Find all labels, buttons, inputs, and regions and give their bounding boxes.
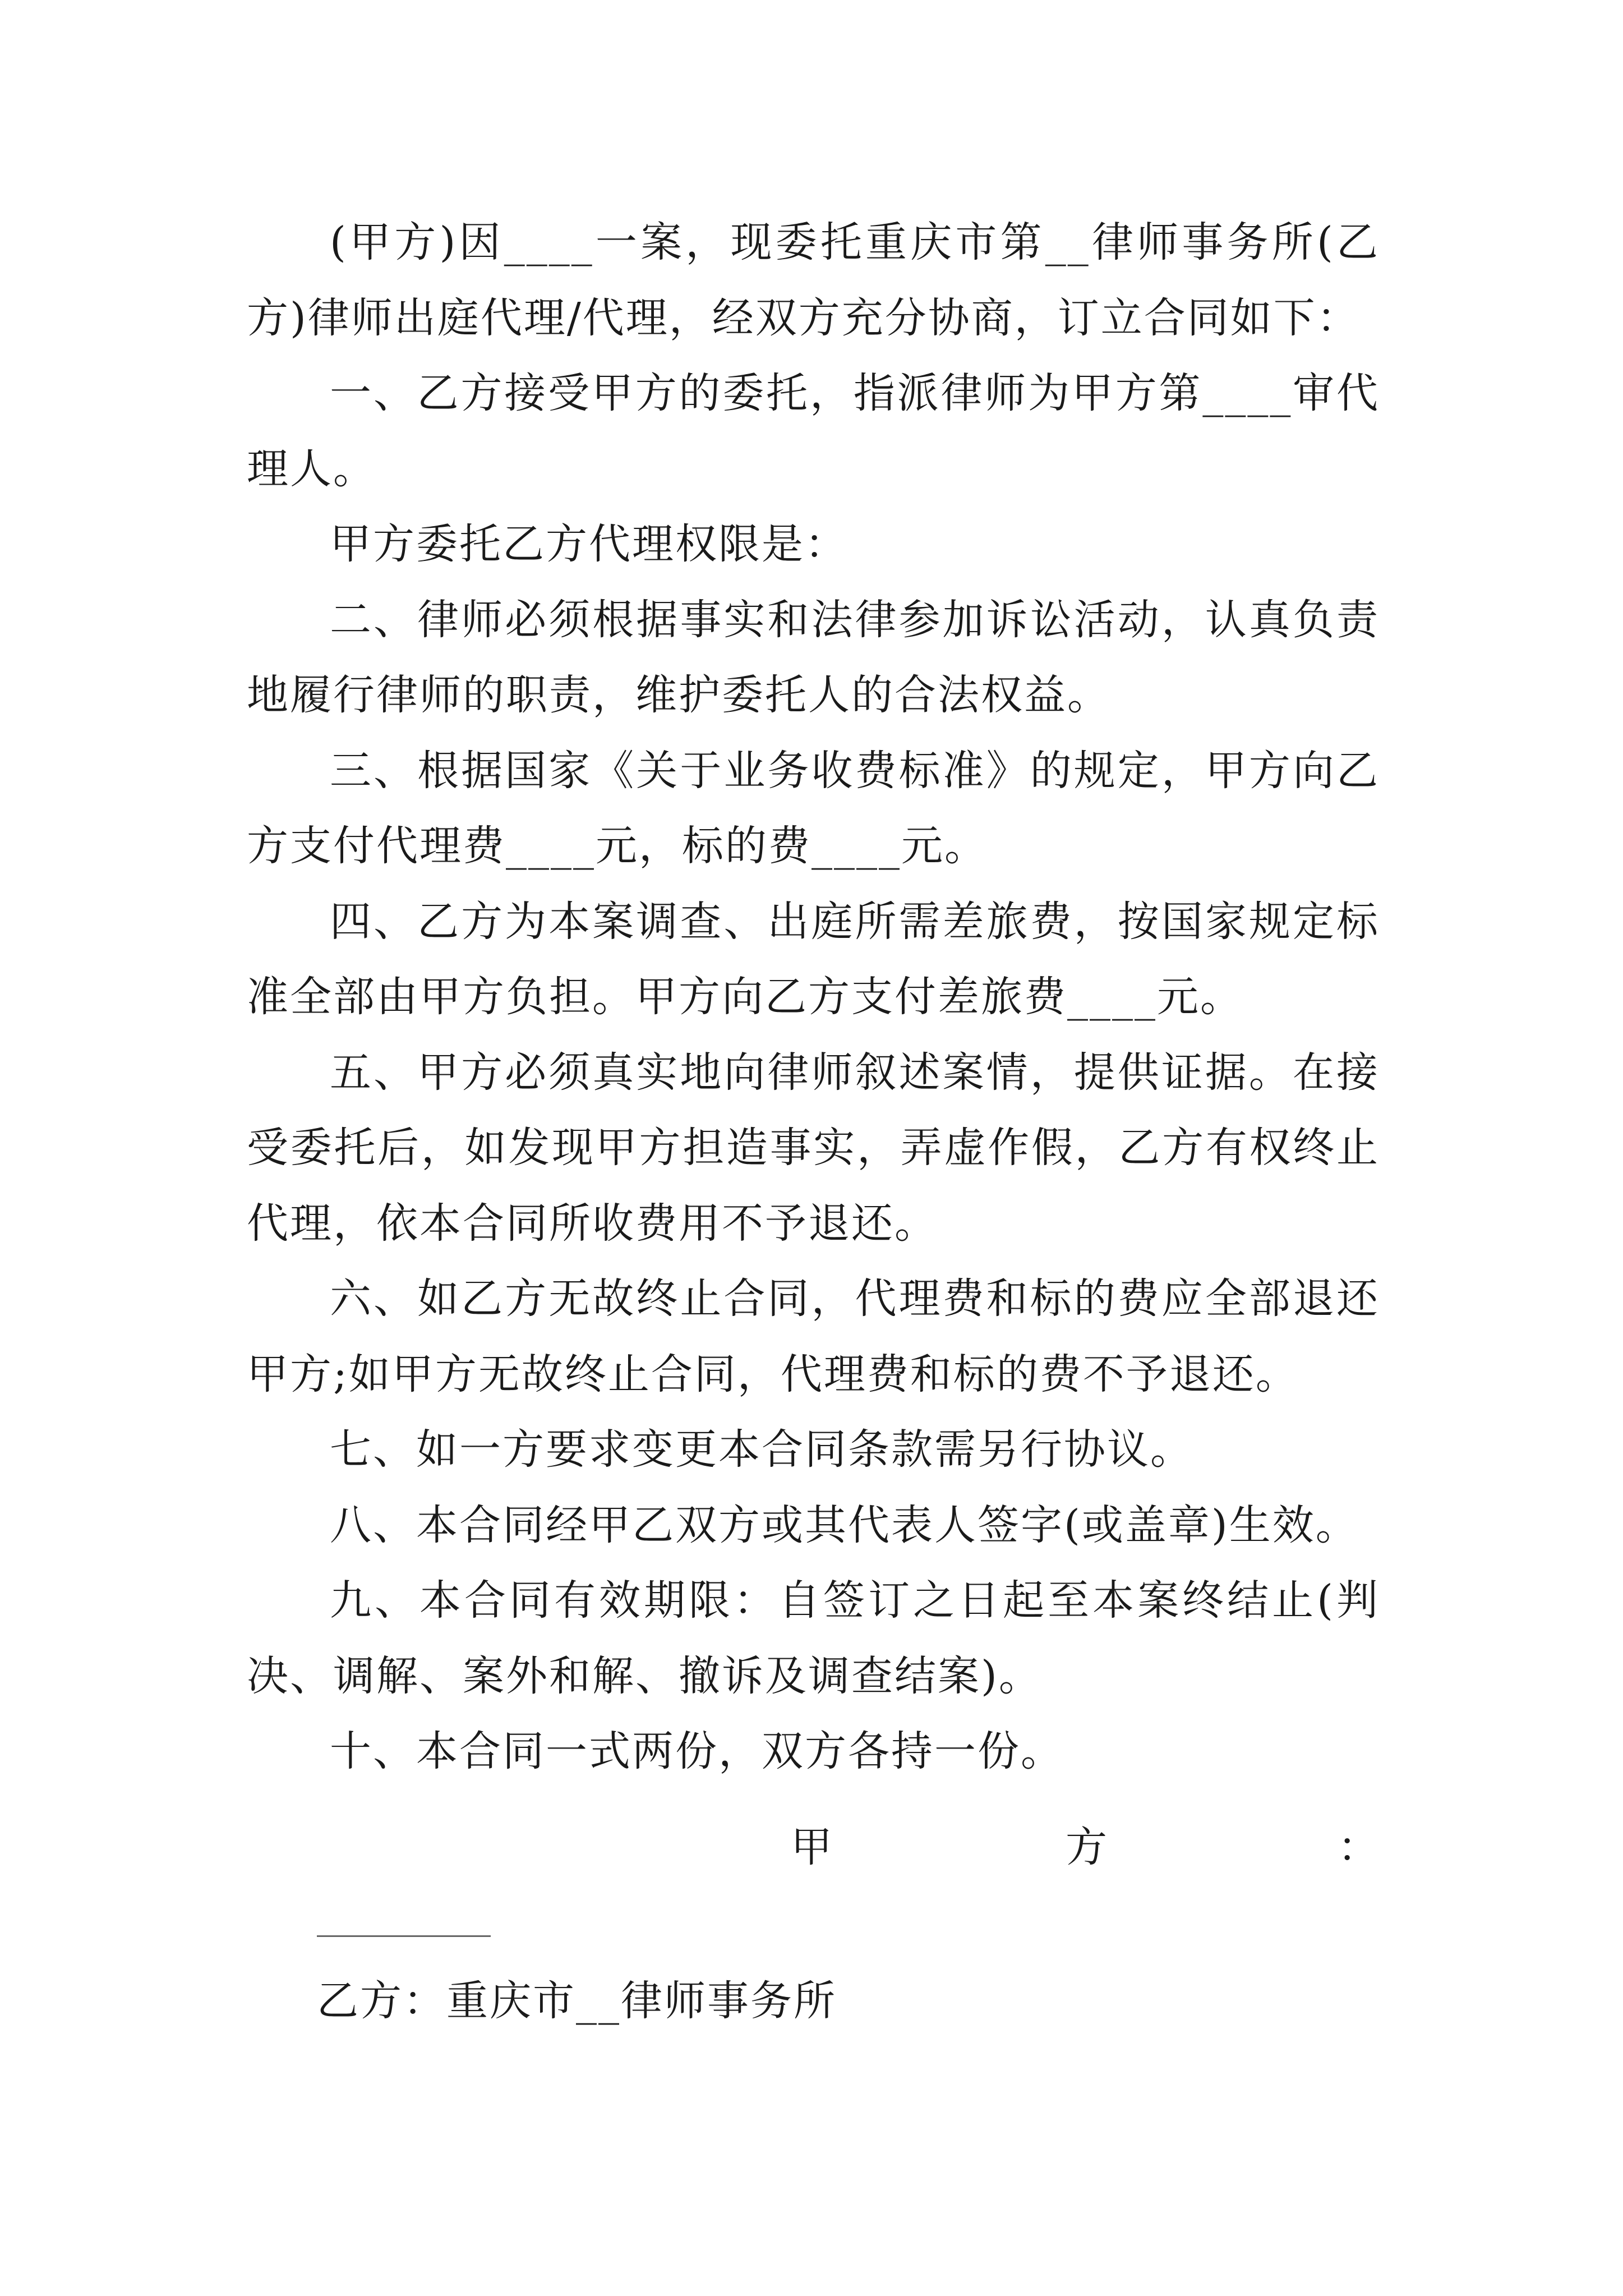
clause-6: 六、如乙方无故终止合同，代理费和标的费应全部退还甲方;如甲方无故终止合同，代理费和标的费不予退还。: [247, 1274, 1380, 1398]
clause-2: 二、律师必须根据事实和法律参加诉讼活动，认真负责地履行律师的职责，维护委托人的合法权益。: [247, 595, 1380, 719]
party-b-signature: 乙方：重庆市__律师事务所: [317, 1977, 837, 2025]
party-a-char-2: 方: [1066, 1823, 1107, 1871]
signature-line: [317, 1935, 491, 1937]
party-a-char-1: 甲: [791, 1823, 832, 1871]
clause-5: 五、甲方必须真实地向律师叙述案情，提供证据。在接受委托后，如发现甲方担造事实，弄虚作假，乙方有权终止代理，依本合同所收费用不予退还。: [247, 1048, 1380, 1248]
clause-1: 一、乙方接受甲方的委托，指派律师为甲方第____审代理人。: [247, 369, 1380, 493]
contract-intro: (甲方)因____一案，现委托重庆市第__律师事务所(乙方)律师出庭代理/代理，经双方充分协商，订立合同如下：: [247, 218, 1380, 342]
party-a-signature: [791, 1819, 1377, 1875]
clause-9: 九、本合同有效期限：自签订之日起至本案终结止(判决、调解、案外和解、撤诉及调查结案)。: [247, 1576, 1380, 1700]
clause-7: 七、如一方要求变更本合同条款需另行协议。: [330, 1425, 1193, 1474]
clause-3: 三、根据国家《关于业务收费标准》的规定，甲方向乙方支付代理费____元，标的费____元。: [247, 746, 1380, 870]
party-a-colon: ：: [1338, 1823, 1379, 1871]
contract-body: [247, 205, 1380, 1789]
authority-note: 甲方委托乙方代理权限是：: [330, 520, 848, 568]
clause-10: 十、本合同一式两份，双方各持一份。: [330, 1727, 1064, 1775]
clause-4: 四、乙方为本案调查、出庭所需差旅费，按国家规定标准全部由甲方负担。甲方向乙方支付差旅费____元。: [247, 897, 1380, 1021]
clause-8: 八、本合同经甲乙双方或其代表人签字(或盖章)生效。: [330, 1501, 1359, 1549]
